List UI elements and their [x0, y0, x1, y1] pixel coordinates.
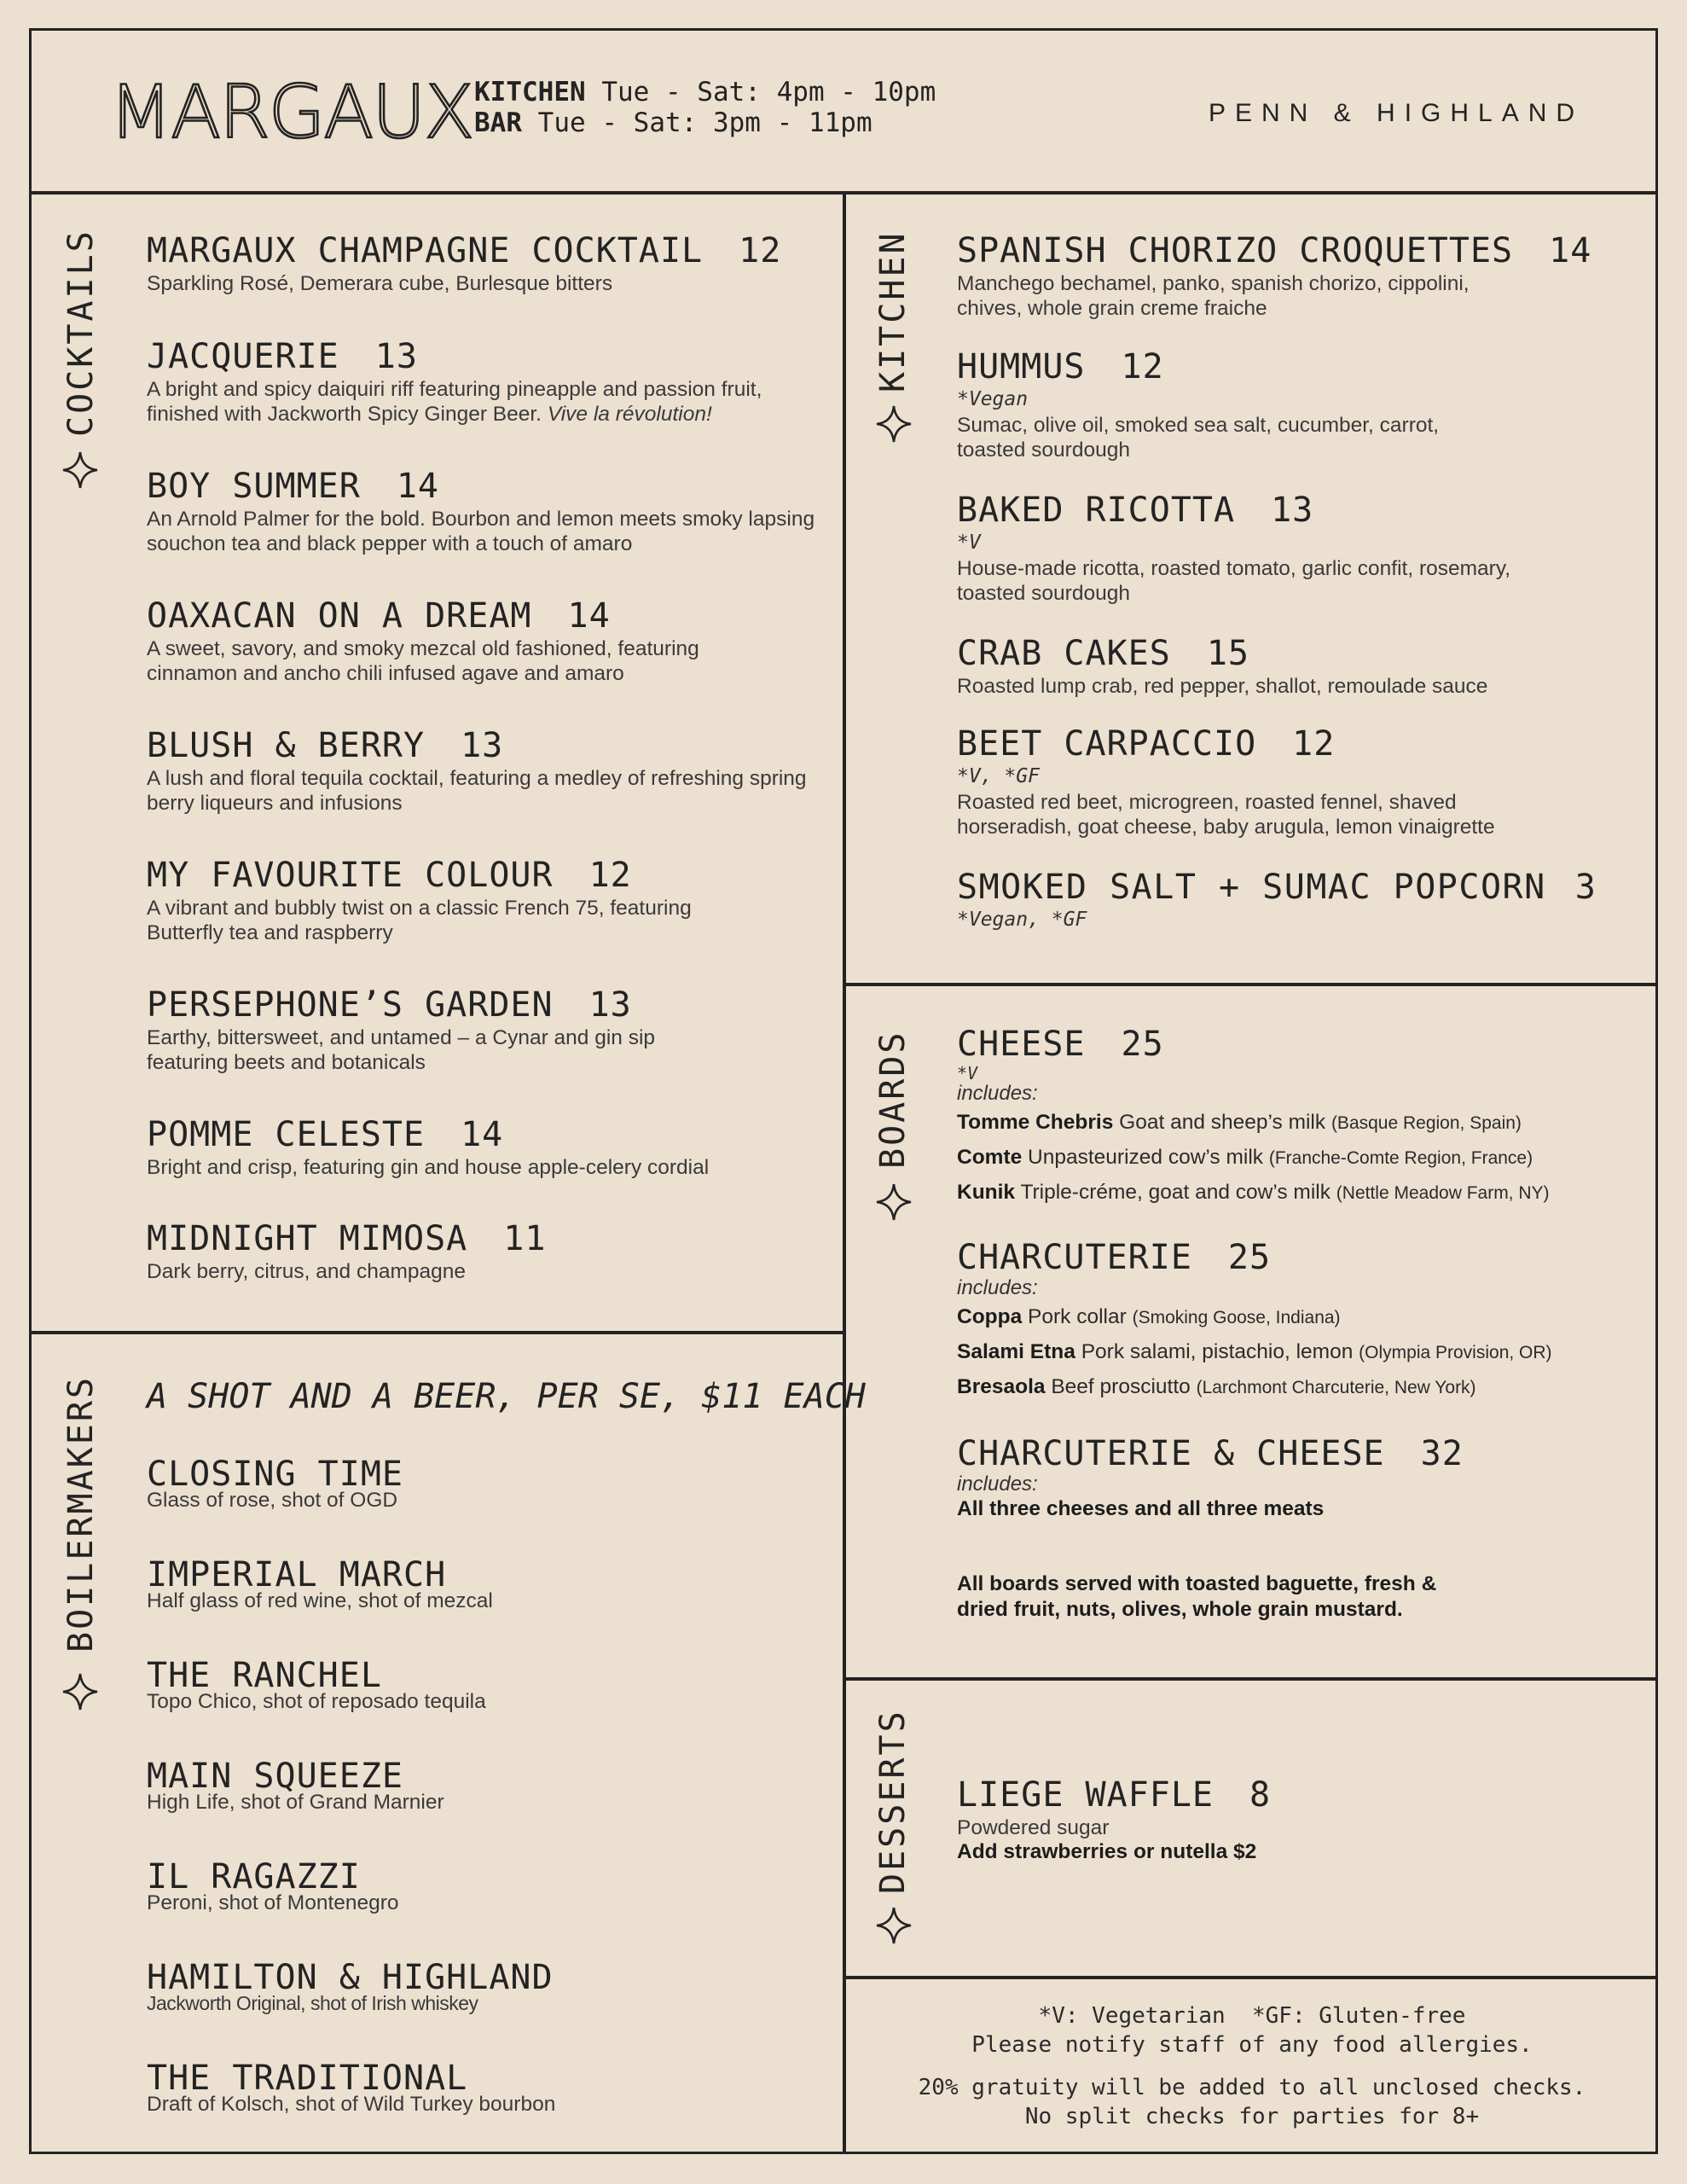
boards-note — [957, 1571, 1639, 1623]
location-label: PENN & HIGHLAND — [1209, 99, 1585, 127]
board-line: Salami Etna Pork salami, pistachio, lemon (Olympia Provision, OR) — [957, 1340, 1552, 1363]
item-name: JACQUERIE 13 — [147, 337, 418, 376]
includes-label: includes: — [957, 1082, 1038, 1105]
item-price: 25 — [1121, 1025, 1164, 1064]
combo-description: All three cheeses and all three meats — [957, 1497, 1325, 1520]
desserts-divider — [843, 1976, 1658, 1979]
boards-note-line: dried fruit, nuts, olives, whole grain mustard. — [957, 1598, 1403, 1621]
item-price: 13 — [374, 337, 418, 376]
item-name: THE TRADITIONAL — [147, 2059, 468, 2098]
menu-item — [147, 857, 812, 945]
menu-item — [147, 986, 812, 1075]
restaurant-logo: MARGAUX — [109, 70, 473, 155]
item-name: CLOSING TIME — [147, 1455, 403, 1494]
item-price: 12 — [739, 231, 782, 270]
menu-item — [147, 232, 829, 296]
kitchen-label: KITCHEN — [474, 77, 586, 107]
section-label-boilermakers: BOILERMAKERS — [61, 1375, 101, 1653]
board-line: Coppa Pork collar (Smoking Goose, Indiana) — [957, 1305, 1341, 1328]
board-line: Comte Unpasteurized cow’s milk (Franche-Comte Region, France) — [957, 1146, 1533, 1169]
section-label-desserts: DESSERTS — [873, 1709, 913, 1894]
item-description: Roasted red beet, microgreen, roasted fennel, shaved horseradish, goat cheese, baby arugula, lemon vinaigrette — [957, 791, 1495, 839]
item-name: SPANISH CHORIZO CROQUETTES 14 — [957, 231, 1592, 270]
item-price: 32 — [1420, 1434, 1464, 1473]
sparkle-icon — [875, 1182, 913, 1222]
item-price: 14 — [567, 596, 611, 636]
board-combo — [957, 1435, 1639, 1522]
footer-line: No split checks for parties for 8+ — [1024, 2104, 1480, 2129]
item-price: 12 — [588, 856, 632, 895]
item-price: 13 — [1271, 491, 1314, 530]
item-name: PERSEPHONE’S GARDEN 13 — [147, 985, 632, 1025]
item-name: THE RANCHEL — [147, 1656, 382, 1695]
item-name: BLUSH & BERRY 13 — [147, 726, 504, 765]
item-name: IMPERIAL MARCH — [147, 1555, 447, 1594]
center-divider — [843, 191, 846, 2153]
dietary-tag: *Vegan — [957, 388, 1029, 410]
menu-item — [147, 1116, 829, 1180]
item-price: 12 — [1292, 724, 1336, 764]
menu-item — [957, 868, 1648, 932]
sparkle-icon — [61, 450, 99, 490]
item-description: Powdered sugar — [957, 1816, 1110, 1839]
cocktails-divider — [29, 1331, 844, 1334]
section-label-boards: BOARDS — [873, 1030, 913, 1169]
menu-item — [147, 2059, 555, 2117]
item-name: HAMILTON & HIGHLAND — [147, 1958, 554, 1997]
item-description: High Life, shot of Grand Marnier — [147, 1791, 444, 1814]
includes-label: includes: — [957, 1472, 1038, 1496]
item-name: HUMMUS 12 — [957, 347, 1164, 386]
item-price: 25 — [1227, 1238, 1272, 1277]
kitchen-hours: Tue - Sat: 4pm - 10pm — [601, 77, 936, 107]
item-description: Dark berry, citrus, and champagne — [147, 1260, 467, 1283]
item-description: Glass of rose, shot of OGD — [147, 1489, 398, 1512]
sparkle-icon — [875, 404, 913, 444]
item-name: OAXACAN ON A DREAM 14 — [147, 596, 611, 636]
menu-item — [147, 338, 829, 427]
menu-item — [957, 725, 1639, 839]
item-name: MIDNIGHT MIMOSA 11 — [147, 1219, 547, 1258]
boards-note-line: All boards served with toasted baguette, fresh & — [957, 1572, 1437, 1595]
item-name: LIEGE WAFFLE 8 — [957, 1775, 1272, 1815]
menu-item — [147, 1556, 493, 1613]
item-price: 15 — [1206, 634, 1249, 673]
menu-item — [147, 1657, 486, 1714]
menu-item — [147, 1757, 444, 1815]
section-label-kitchen: KITCHEN — [873, 230, 913, 392]
item-name: BEET CARPACCIO 12 — [957, 724, 1336, 764]
boilermakers-subtitle: A SHOT AND A BEER, PER SE, $11 EACH — [147, 1377, 866, 1416]
item-description: Half glass of red wine, shot of mezcal — [147, 1589, 493, 1612]
menu-item — [957, 491, 1639, 606]
bar-hours: Tue - Sat: 3pm - 11pm — [537, 107, 872, 138]
board-line: Tomme Chebris Goat and sheep’s milk (Basque Region, Spain) — [957, 1111, 1522, 1134]
item-description: Jackworth Original, shot of Irish whiskey — [147, 1992, 478, 2014]
menu-item — [957, 348, 1639, 462]
item-price: 14 — [1549, 231, 1592, 270]
kitchen-divider — [843, 983, 1658, 986]
item-price: 13 — [461, 726, 504, 765]
footer-line: Please notify staff of any food allergies. — [971, 2032, 1533, 2058]
item-description: Topo Chico, shot of reposado tequila — [147, 1690, 486, 1713]
item-description: Sumac, olive oil, smoked sea salt, cucumber, carrot, toasted sourdough — [957, 414, 1440, 462]
dessert-addon: Add strawberries or nutella $2 — [957, 1840, 1257, 1863]
item-description: A sweet, savory, and smoky mezcal old fashioned, featuring cinnamon and ancho chili infused agave and amaro — [147, 637, 699, 685]
menu-item — [147, 1455, 403, 1513]
item-description: Earthy, bittersweet, and untamed – a Cynar and gin sip featuring beets and botanicals — [147, 1026, 656, 1074]
item-name: IL RAGAZZI — [147, 1857, 361, 1896]
menu-item — [147, 597, 812, 686]
item-description: House-made ricotta, roasted tomato, garlic confit, rosemary, toasted sourdough — [957, 557, 1511, 605]
item-name: MAIN SQUEEZE — [147, 1757, 403, 1796]
sparkle-icon — [61, 1672, 99, 1711]
item-description: Bright and crisp, featuring gin and house apple-celery cordial — [147, 1156, 710, 1179]
menu-item — [957, 635, 1639, 699]
item-description: Draft of Kolsch, shot of Wild Turkey bourbon — [147, 2093, 556, 2116]
includes-label: includes: — [957, 1276, 1038, 1299]
menu-item — [147, 1220, 829, 1284]
item-price: 11 — [503, 1219, 547, 1258]
footer-notes — [846, 2001, 1658, 2131]
footer-line: *V: Vegetarian *GF: Gluten-free — [1038, 2003, 1466, 2029]
menu-item — [957, 1776, 1639, 1864]
menu-item — [147, 1858, 399, 1915]
item-description: A vibrant and bubbly twist on a classic French 75, featuring Butterfly tea and raspberry — [147, 897, 692, 944]
item-price: 12 — [1121, 347, 1164, 386]
board-line: Bresaola Beef prosciutto (Larchmont Charcuterie, New York) — [957, 1375, 1476, 1398]
dietary-tag: *V — [957, 531, 981, 554]
item-description: A lush and floral tequila cocktail, featuring a medley of refreshing spring berry liqueurs and infusions — [147, 767, 807, 815]
item-name: CHARCUTERIE 25 — [957, 1238, 1272, 1277]
dietary-tag: *V, *GF — [957, 765, 1040, 787]
board-charcuterie — [957, 1239, 1639, 1405]
item-name: CHARCUTERIE & CHEESE 32 — [957, 1434, 1464, 1473]
item-price: 8 — [1249, 1775, 1272, 1815]
board-cheese — [957, 1025, 1639, 1211]
item-description: Manchego bechamel, panko, spanish chorizo, cippolini, chives, whole grain creme fraiche — [957, 272, 1470, 320]
item-name: BOY SUMMER 14 — [147, 467, 439, 506]
item-name: CHEESE 25 — [957, 1025, 1164, 1064]
item-price: 13 — [588, 985, 632, 1025]
menu-item — [957, 232, 1639, 321]
item-price: 14 — [396, 467, 439, 506]
hours-block — [474, 77, 936, 138]
item-name: POMME CELESTE 14 — [147, 1115, 504, 1154]
item-price: 3 — [1574, 868, 1597, 907]
item-name: CRAB CAKES 15 — [957, 634, 1249, 673]
section-label-cocktails: COCKTAILS — [61, 229, 101, 437]
bar-label: BAR — [474, 107, 522, 138]
item-description: An Arnold Palmer for the bold. Bourbon and lemon meets smoky lapsing souchon tea and black pepper with a touch of amaro — [147, 508, 815, 555]
item-description: Peroni, shot of Montenegro — [147, 1891, 399, 1914]
item-description: Roasted lump crab, red pepper, shallot, remoulade sauce — [957, 675, 1488, 698]
boards-divider — [843, 1677, 1658, 1681]
item-name: SMOKED SALT + SUMAC POPCORN 3 — [957, 868, 1597, 907]
item-name: MY FAVOURITE COLOUR 12 — [147, 856, 632, 895]
item-price: 14 — [461, 1115, 504, 1154]
dietary-tag: *Vegan, *GF — [957, 909, 1087, 931]
footer-line: 20% gratuity will be added to all unclosed checks. — [918, 2075, 1586, 2100]
item-name: MARGAUX CHAMPAGNE COCKTAIL 12 — [147, 231, 782, 270]
board-line: Kunik Triple-créme, goat and cow’s milk (Nettle Meadow Farm, NY) — [957, 1181, 1550, 1204]
item-description: A bright and spicy daiquiri riff featuring pineapple and passion fruit, finished with Jackworth Spicy Ginger Beer. Vive la révolution! — [147, 378, 762, 426]
dietary-tag: *V — [957, 1063, 978, 1083]
menu-item — [147, 1959, 554, 2016]
item-name: BAKED RICOTTA 13 — [957, 491, 1314, 530]
menu-item — [147, 727, 812, 816]
sparkle-icon — [875, 1906, 913, 1945]
menu-item — [147, 468, 829, 556]
item-description: Sparkling Rosé, Demerara cube, Burlesque bitters — [147, 272, 613, 295]
